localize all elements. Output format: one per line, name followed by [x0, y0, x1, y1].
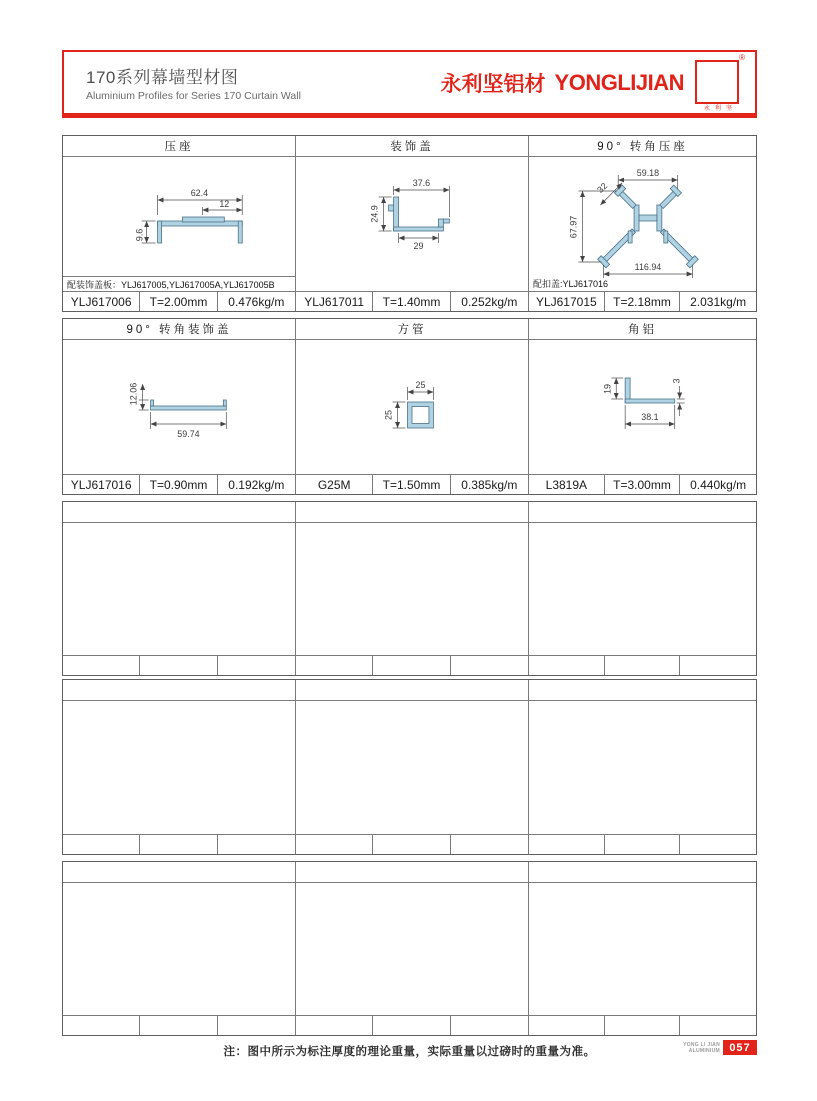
weight-cell: 0.192kg/m — [228, 477, 285, 492]
model-cell: YLJ617006 — [63, 292, 140, 311]
dim-label-height: 19 — [602, 383, 613, 395]
dim-label-width: 62.4 — [190, 187, 209, 199]
registered-trademark-icon: ® — [739, 52, 745, 62]
model-cell: L3819A — [529, 475, 605, 494]
empty-drawing-cell — [63, 883, 296, 1015]
profile-name: 角铝 — [628, 324, 657, 336]
empty-info-cell — [218, 656, 295, 675]
dim-label-width: 37.6 — [412, 177, 431, 189]
dim-label-inner: 12 — [219, 198, 230, 210]
profile-drawing-row — [63, 157, 756, 291]
weight-cell: 0.385kg/m — [461, 477, 518, 492]
brand-logo-caption: 永利坚 — [703, 105, 737, 112]
empty-info-cell — [605, 1016, 681, 1035]
profile-name: 压座 — [63, 136, 296, 156]
weight-cell: 0.476kg/m — [228, 294, 285, 309]
empty-info-cell — [140, 656, 217, 675]
empty-info-cell — [451, 656, 528, 675]
profile-info-group — [529, 475, 756, 494]
model-cell: YLJ617016 — [63, 475, 140, 494]
badge-brand-line2: ALUMINIUM — [688, 1047, 720, 1054]
profile-info-group — [63, 292, 296, 311]
empty-info-cell — [218, 835, 295, 854]
brand-name-chinese: 永利坚铝材 — [440, 72, 546, 96]
badge-brand-text — [683, 1042, 720, 1054]
empty-info-cell — [451, 1016, 528, 1035]
dim-label-inner: 29 — [413, 240, 424, 252]
empty-drawing-cell — [529, 883, 756, 1015]
weight-cell: 0.440kg/m — [690, 477, 747, 492]
empty-info-cell — [296, 1016, 373, 1035]
empty-info-cell — [63, 1016, 140, 1035]
profile-name: 装饰盖 — [296, 136, 529, 156]
empty-info-cell — [529, 835, 605, 854]
weight-cell: 2.031kg/m — [690, 294, 747, 309]
empty-header-cell — [529, 862, 756, 882]
brand-block — [441, 54, 755, 112]
empty-info-cell — [529, 1016, 605, 1035]
empty-info-cell — [63, 835, 140, 854]
empty-drawing-cell — [63, 523, 296, 655]
empty-drawing-cell — [63, 701, 296, 834]
dim-label-top: 59.18 — [636, 167, 660, 179]
profile-table-row-1 — [62, 135, 757, 312]
empty-table-row-3 — [62, 861, 757, 1036]
thickness-cell: T=3.00mm — [605, 475, 681, 494]
profile-drawing-cell — [296, 157, 529, 291]
brand-logo-frame — [695, 60, 739, 104]
profile-table-row-2 — [62, 318, 757, 495]
dim-label-height: 24.9 — [369, 205, 380, 223]
brand-logo — [693, 54, 743, 112]
empty-info-cell — [296, 656, 373, 675]
empty-info-cell — [605, 656, 681, 675]
empty-drawing-cell — [296, 523, 529, 655]
empty-info-cell — [680, 656, 756, 675]
profile-info-row — [63, 291, 756, 311]
model-cell: YLJ617011 — [296, 292, 373, 311]
corner-decorative-cover-drawing — [63, 340, 295, 474]
brand-name-english: YONGLIJIAN — [554, 69, 684, 95]
empty-header-cell — [296, 862, 529, 882]
model-cell: G25M — [296, 475, 373, 494]
dim-label-width: 38.1 — [641, 411, 659, 423]
page-number-badge — [683, 1040, 757, 1055]
profile-name: 90° 转角压座 — [597, 141, 688, 153]
empty-info-cell — [373, 1016, 450, 1035]
profile-header-row — [63, 319, 756, 340]
profile-drawing-row — [63, 340, 756, 474]
empty-info-cell — [605, 835, 681, 854]
page-subtitle: Aluminium Profiles for Series 170 Curtain Wall — [86, 90, 301, 102]
profile-info-row — [63, 474, 756, 494]
empty-info-cell — [140, 835, 217, 854]
empty-header-cell — [63, 680, 296, 700]
dim-label-height: 9.6 — [134, 228, 145, 242]
page-title: 170系列幕墙型材图 — [86, 68, 239, 87]
empty-header-cell — [296, 502, 529, 522]
model-cell: YLJ617015 — [529, 292, 605, 311]
profile-note: 配装饰盖板：YLJ617005,YLJ617005A,YLJ617005B — [63, 276, 295, 291]
thickness-cell: T=1.50mm — [373, 475, 450, 494]
decorative-cover-drawing — [296, 157, 528, 291]
empty-info-cell — [218, 1016, 295, 1035]
profile-info-group — [296, 292, 529, 311]
angle-aluminium-drawing — [529, 340, 756, 474]
empty-drawing-cell — [529, 701, 756, 834]
empty-info-cell — [373, 656, 450, 675]
thickness-cell: T=2.00mm — [140, 292, 217, 311]
empty-header-cell — [296, 680, 529, 700]
dim-label-width: 25 — [415, 379, 426, 391]
empty-info-cell — [140, 1016, 217, 1035]
profile-note: 配扣盖:YLJ617016 — [533, 279, 609, 289]
footer-note: 注：图中所示为标注厚度的理论重量，实际重量以过磅时的重量为准。 — [223, 1046, 596, 1058]
thickness-cell: T=0.90mm — [140, 475, 217, 494]
dim-label-height: 67.97 — [568, 215, 579, 239]
dim-label-width: 59.74 — [177, 428, 200, 440]
profile-drawing-cell — [529, 340, 756, 474]
empty-info-cell — [529, 656, 605, 675]
empty-info-cell — [63, 656, 140, 675]
profile-info-group — [296, 475, 529, 494]
corner-pressure-seat-drawing — [529, 157, 756, 291]
dim-label-bottom: 116.94 — [634, 261, 662, 273]
profile-info-group — [63, 475, 296, 494]
empty-info-cell — [680, 1016, 756, 1035]
empty-table-row-1 — [62, 501, 757, 676]
weight-cell: 0.252kg/m — [461, 294, 518, 309]
profile-name: 90° 转角装饰盖 — [63, 319, 296, 339]
dim-label-arm: 32 — [595, 180, 610, 195]
title-block — [64, 63, 441, 102]
empty-info-cell — [680, 835, 756, 854]
profile-name: 方管 — [296, 319, 529, 339]
empty-header-cell — [529, 680, 756, 700]
header — [62, 50, 757, 118]
profile-header-row — [63, 136, 756, 157]
thickness-cell: T=1.40mm — [373, 292, 450, 311]
empty-info-cell — [373, 835, 450, 854]
empty-header-cell — [63, 862, 296, 882]
dim-label-height: 12.06 — [128, 382, 139, 406]
empty-drawing-cell — [296, 701, 529, 834]
thickness-cell: T=2.18mm — [605, 292, 681, 311]
badge-brand-line1: YONG LI JIAN — [683, 1041, 720, 1048]
profile-drawing-cell — [63, 340, 296, 474]
dim-label-thickness: 3 — [671, 378, 682, 384]
dim-label-height: 25 — [383, 409, 394, 421]
page-number: 057 — [723, 1040, 757, 1055]
empty-drawing-cell — [296, 883, 529, 1015]
empty-info-cell — [451, 835, 528, 854]
profile-info-group — [529, 292, 756, 311]
empty-header-cell — [63, 502, 296, 522]
profile-drawing-cell — [529, 157, 756, 291]
empty-table-row-2 — [62, 679, 757, 855]
empty-drawing-cell — [529, 523, 756, 655]
profile-drawing-cell — [296, 340, 529, 474]
profile-drawing-cell — [63, 157, 296, 291]
square-tube-drawing — [296, 340, 528, 474]
empty-header-cell — [529, 502, 756, 522]
empty-info-cell — [296, 835, 373, 854]
pressure-seat-drawing — [63, 157, 295, 291]
